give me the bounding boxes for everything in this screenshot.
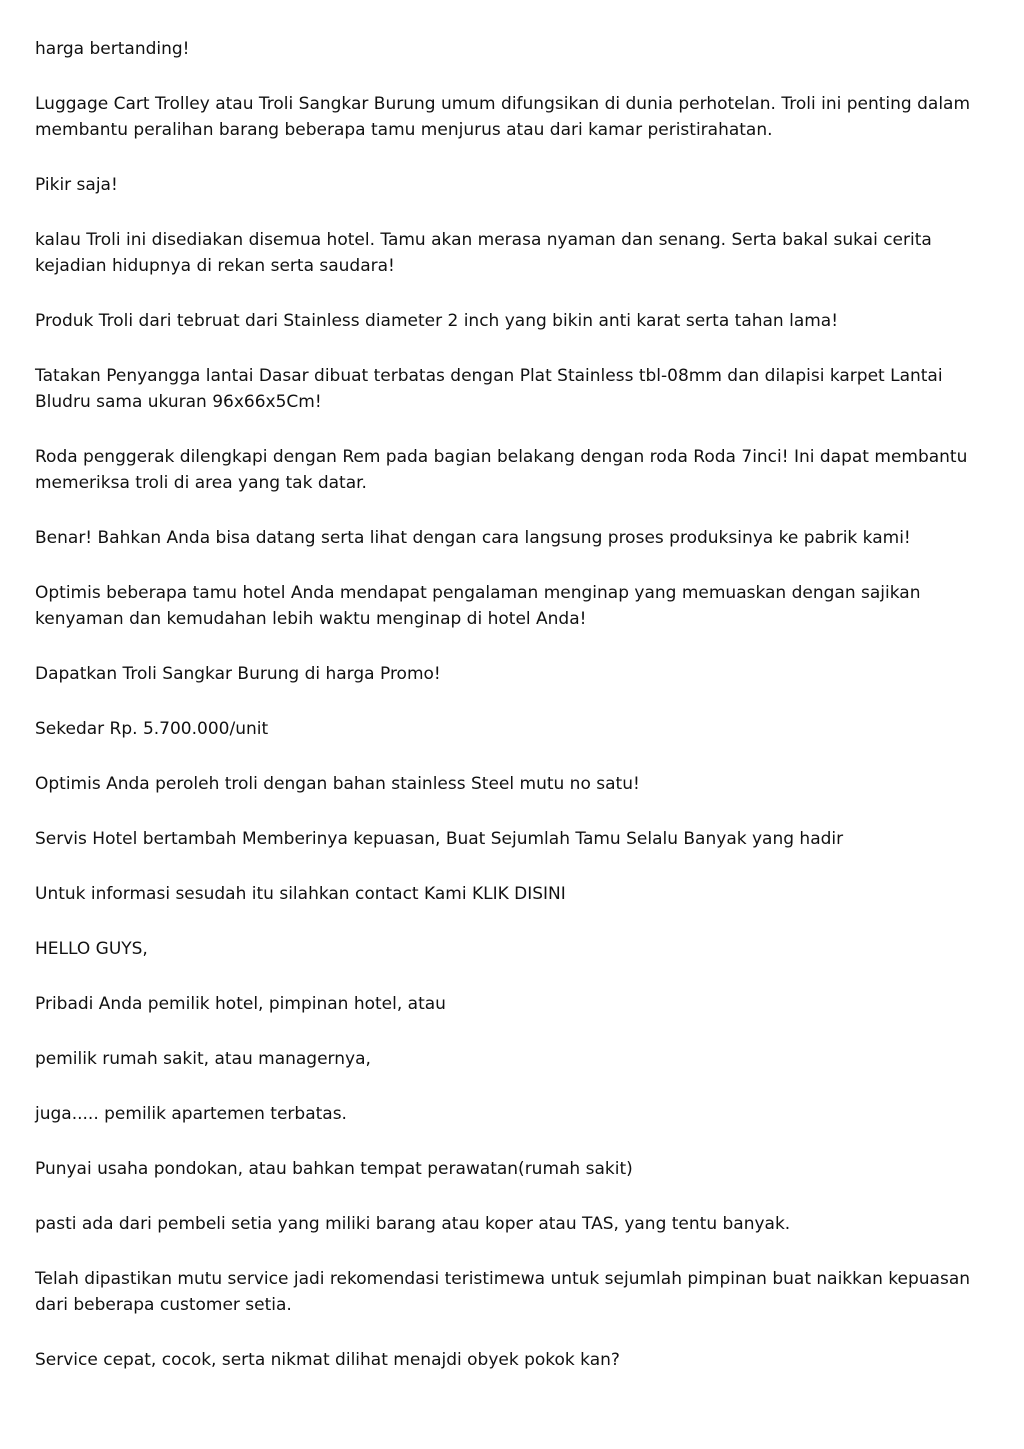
paragraph-4: kalau Troli ini disediakan disemua hotel. Tamu akan merasa nyaman dan senang. Serta bakal sukai cerita kejadian hidupnya di rekan serta saudara! bbox=[35, 230, 932, 276]
paragraph-14-contact: Untuk informasi sesudah itu silahkan contact Kami KLIK DISINI bbox=[35, 884, 566, 904]
paragraph-9: Optimis beberapa tamu hotel Anda mendapat pengalaman menginap yang memuaskan dengan sajikan kenyaman dan kemudahan lebih waktu menginap di hotel Anda! bbox=[35, 583, 921, 629]
paragraph-12: Optimis Anda peroleh troli dengan bahan stainless Steel mutu no satu! bbox=[35, 774, 640, 794]
paragraph-5: Produk Troli dari tebruat dari Stainless diameter 2 inch yang bikin anti karat serta tahan lama! bbox=[35, 311, 839, 331]
paragraph-3: Pikir saja! bbox=[35, 175, 118, 195]
paragraph-2: Luggage Cart Trolley atau Troli Sangkar Burung umum difungsikan di dunia perhotelan. Troli ini penting dalam membantu peralihan barang beberapa tamu menjurus atau dari kamar peristirahatan. bbox=[35, 94, 971, 140]
paragraph-11-price: Sekedar Rp. 5.700.000/unit bbox=[35, 719, 269, 739]
paragraph-13: Servis Hotel bertambah Memberinya kepuasan, Buat Sejumlah Tamu Selalu Banyak yang hadir bbox=[35, 829, 844, 849]
paragraph-7: Roda penggerak dilengkapi dengan Rem pada bagian belakang dengan roda Roda 7inci! Ini dapat membantu memeriksa troli di area yang tak datar. bbox=[35, 447, 968, 493]
paragraph-16: Pribadi Anda pemilik hotel, pimpinan hotel, atau bbox=[35, 994, 446, 1014]
paragraph-15: HELLO GUYS, bbox=[35, 939, 148, 959]
paragraph-21: Telah dipastikan mutu service jadi rekomendasi teristimewa untuk sejumlah pimpinan buat naikkan kepuasan dari beberapa customer setia. bbox=[35, 1269, 971, 1315]
paragraph-10: Dapatkan Troli Sangkar Burung di harga Promo! bbox=[35, 664, 441, 684]
paragraph-18: juga..... pemilik apartemen terbatas. bbox=[35, 1104, 347, 1124]
paragraph-1: harga bertanding! bbox=[35, 39, 190, 59]
paragraph-8: Benar! Bahkan Anda bisa datang serta lihat dengan cara langsung proses produksinya ke pabrik kami! bbox=[35, 528, 911, 548]
paragraph-19: Punyai usaha pondokan, atau bahkan tempat perawatan(rumah sakit) bbox=[35, 1159, 633, 1179]
document-page bbox=[35, 36, 995, 1402]
paragraph-22: Service cepat, cocok, serta nikmat dilihat menajdi obyek pokok kan? bbox=[35, 1350, 620, 1370]
paragraph-17: pemilik rumah sakit, atau managernya, bbox=[35, 1049, 371, 1069]
paragraph-20: pasti ada dari pembeli setia yang miliki barang atau koper atau TAS, yang tentu banyak. bbox=[35, 1214, 791, 1234]
paragraph-6: Tatakan Penyangga lantai Dasar dibuat terbatas dengan Plat Stainless tbl-08mm dan dilapisi karpet Lantai Bludru sama ukuran 96x66x5Cm! bbox=[35, 366, 943, 412]
